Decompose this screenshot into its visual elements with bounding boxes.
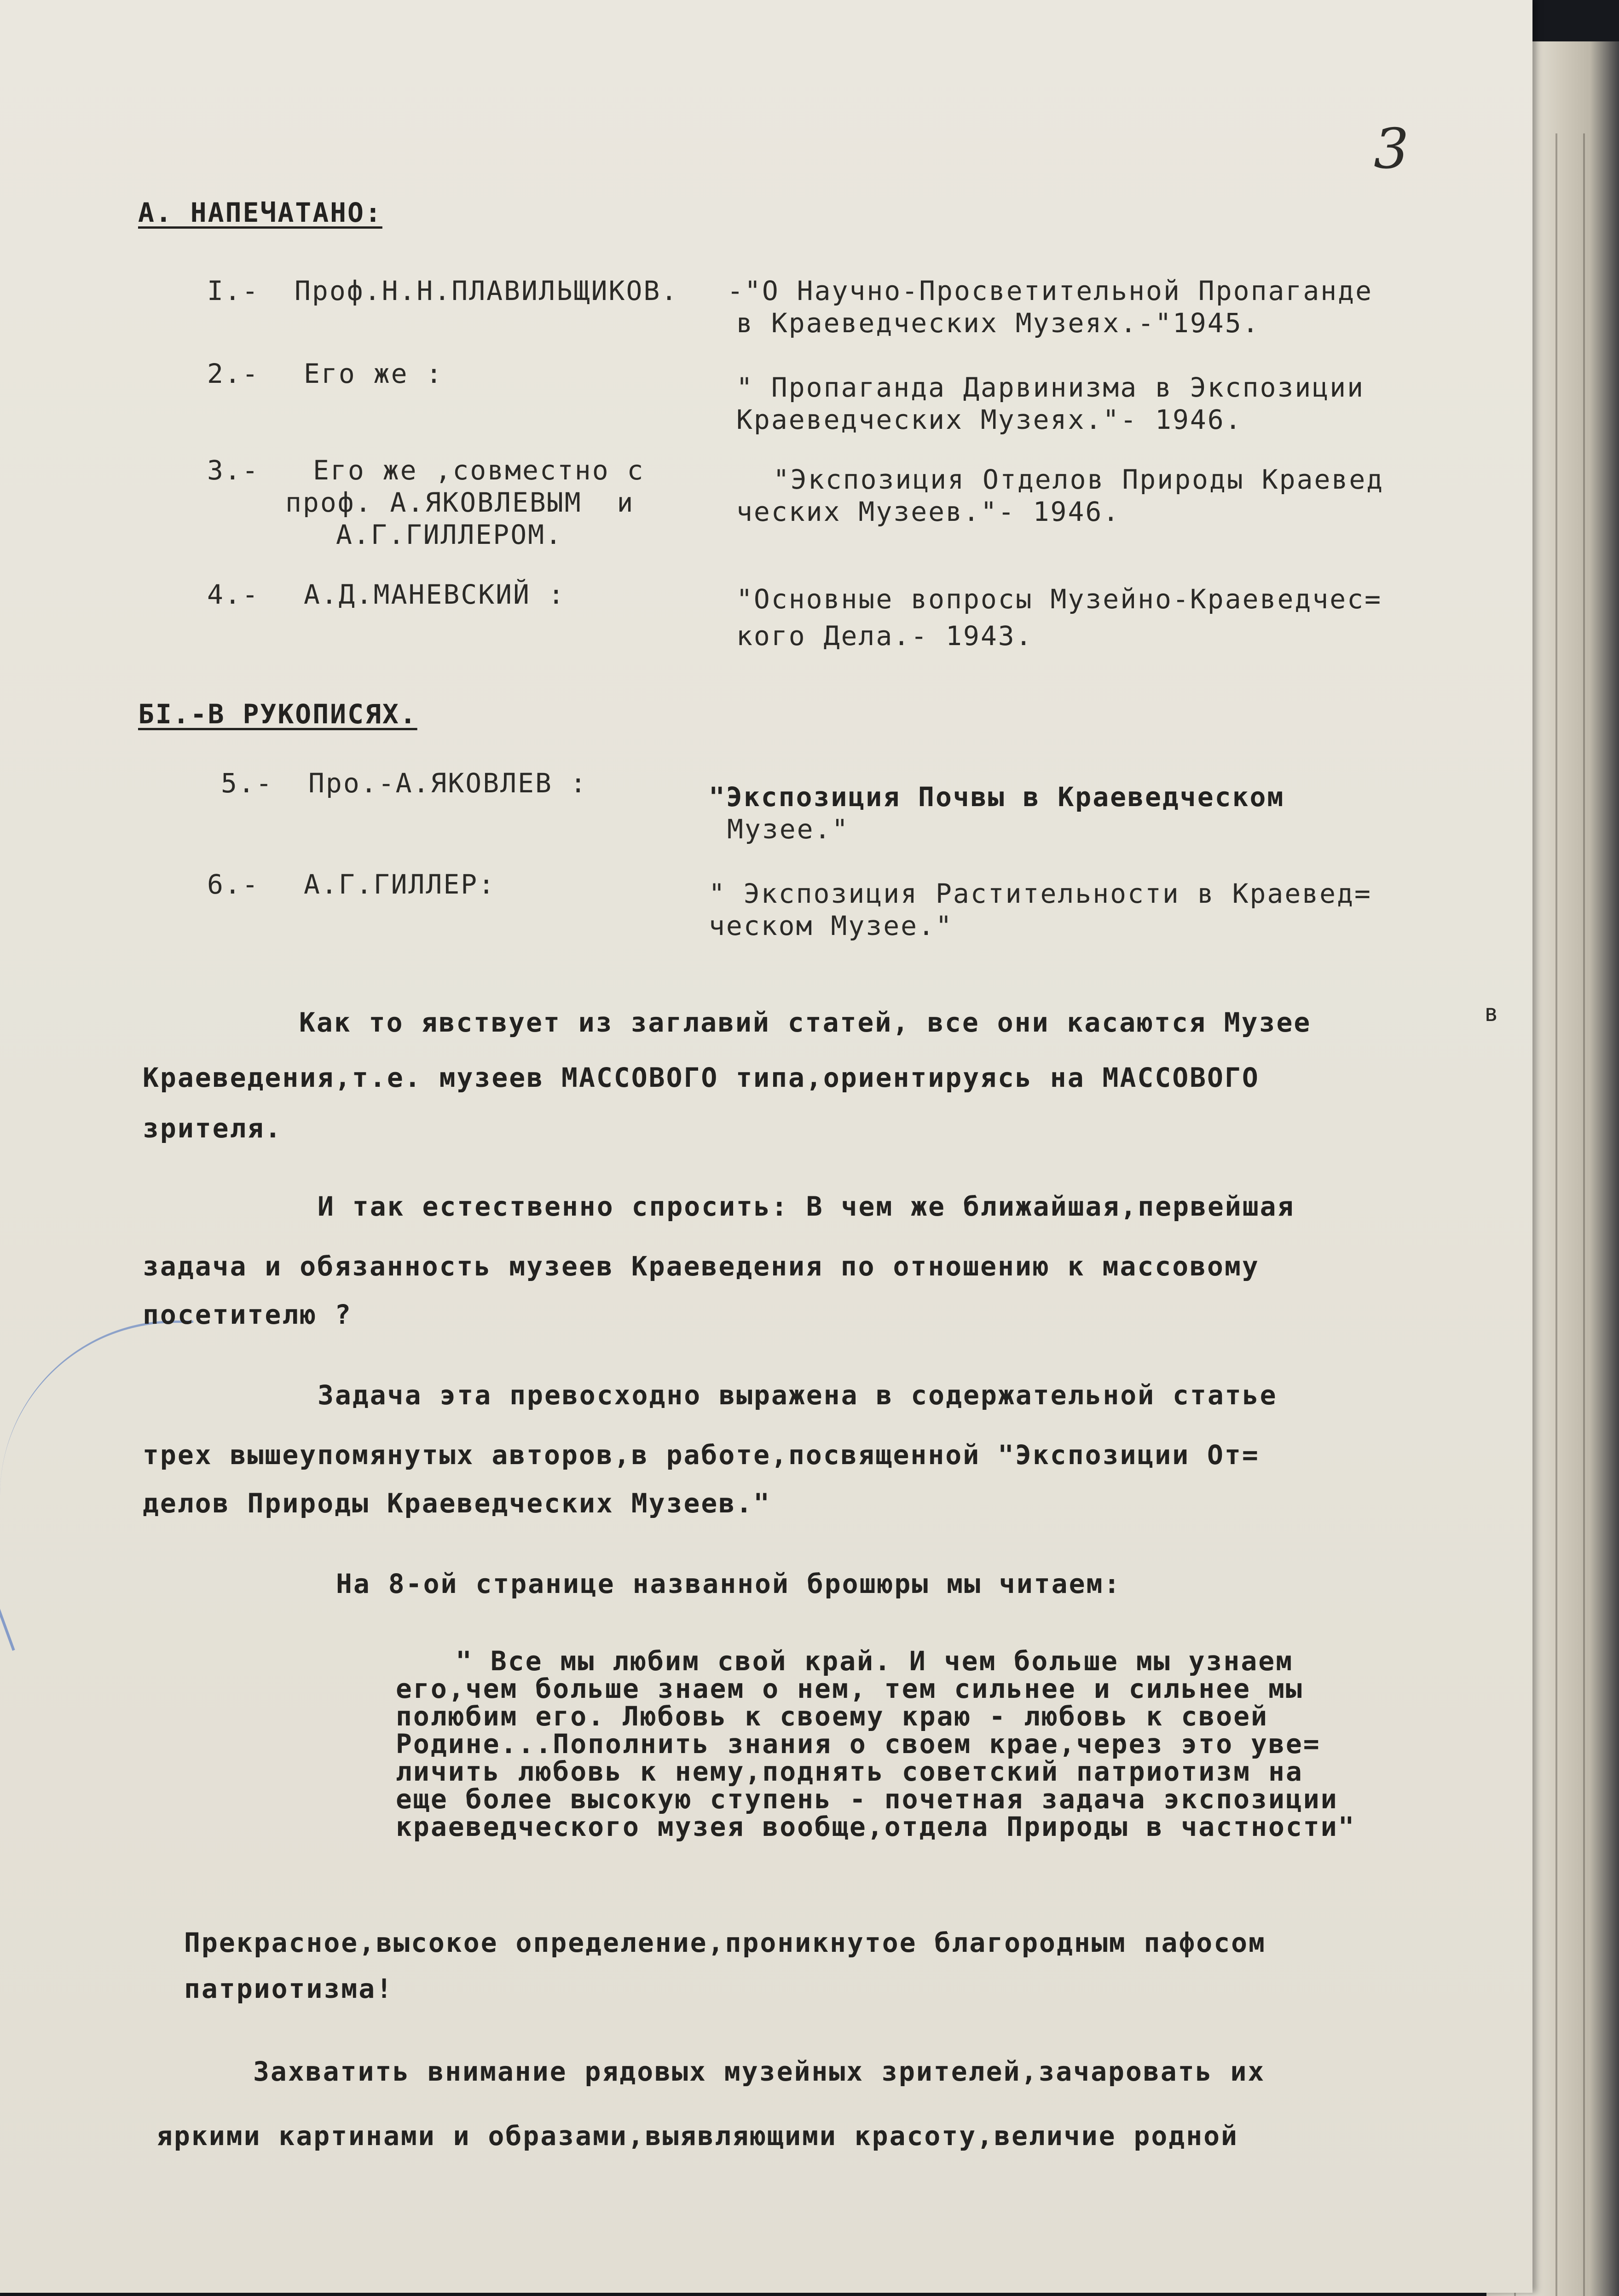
entry-3-title-l1: "Экспозиция Отделов Природы Краевед xyxy=(773,464,1384,495)
quote-line-4: Родине...Пополнить знания о своем крае,через это уве= xyxy=(396,1728,1321,1759)
entry-1-title-l2: в Краеведческих Музеях.-"1945. xyxy=(736,307,1260,339)
quote-line-5: личить любовь к нему,поднять советский патриотизм на xyxy=(396,1756,1303,1787)
entry-5-num: 5.- xyxy=(221,767,273,799)
entry-1-author: Проф.Н.Н.ПЛАВИЛЬЩИКОВ. xyxy=(295,275,679,306)
p3-line-2: трех вышеупомянутых авторов,в работе,посвященной "Экспозиции От= xyxy=(143,1439,1260,1471)
entry-4-title-l2: кого Дела.- 1943. xyxy=(736,620,1033,652)
entry-4-author: А.Д.МАНЕВСКИЙ : xyxy=(304,579,566,610)
entry-5-title-l2: Музее." xyxy=(727,813,850,845)
p3-line-3: делов Природы Краеведческих Музеев." xyxy=(143,1488,771,1519)
p6-line-2: яркими картинами и образами,выявляющими красоту,величие родной xyxy=(156,2120,1238,2152)
entry-4-num: 4.- xyxy=(207,579,260,610)
section-a-heading: А. НАПЕЧАТАНО: xyxy=(138,197,382,228)
p3-line-1: Задача эта превосходно выражена в содержательной статье xyxy=(318,1379,1278,1411)
p5-line-2: патриотизма! xyxy=(184,1973,394,2004)
p2-line-2: задача и обязанность музеев Краеведения по отношению к массовому xyxy=(143,1251,1260,1282)
p4-line-1: На 8-ой странице названной брошюры мы читаем: xyxy=(336,1568,1122,1599)
entry-1-num: I.- xyxy=(207,275,260,306)
entry-2-author: Его же : xyxy=(304,358,444,389)
entry-6-title-l1: " Экспозиция Растительности в Краевед= xyxy=(709,878,1372,909)
p1-line-2: Краеведения,т.е. музеев МАССОВОГО типа,ориентируясь на МАССОВОГО xyxy=(143,1062,1260,1093)
entry-2-num: 2.- xyxy=(207,358,260,389)
quote-line-7: краеведческого музея вообще,отдела Природы в частности" xyxy=(396,1811,1356,1842)
entry-3-author-l3: А.Г.ГИЛЛЕРОМ. xyxy=(336,519,563,550)
entry-6-author: А.Г.ГИЛЛЕР: xyxy=(304,869,496,900)
entry-1-title-l1: -"О Научно-Просветительной Пропаганде xyxy=(727,275,1373,306)
entry-3-author-l1: Его же ,совместно с xyxy=(313,455,645,486)
quote-line-2: его,чем больше знаем о нем, тем сильнее и сильнее мы xyxy=(396,1673,1303,1704)
quote-line-3: полюбим его. Любовь к своему краю - любовь к своей xyxy=(396,1701,1268,1732)
p2-line-3: посетителю ? xyxy=(143,1299,353,1330)
p2-line-1: И так естественно спросить: В чем же ближайшая,первейшая xyxy=(318,1191,1295,1222)
section-b-heading: БI.-В РУКОПИСЯХ. xyxy=(138,698,417,730)
quote-line-6: еще более высокую ступень - почетная задача экспозиции xyxy=(396,1783,1338,1815)
entry-2-title-l1: " Пропаганда Дарвинизма в Экспозиции xyxy=(736,372,1365,403)
entry-5-author: Про.-А.ЯКОВЛЕВ : xyxy=(308,767,588,799)
p1-line-3: зрителя. xyxy=(143,1113,283,1144)
entry-6-num: 6.- xyxy=(207,869,260,900)
p6-line-1: Захватить внимание рядовых музейных зрителей,зачаровать их xyxy=(253,2056,1266,2087)
p1-margin-note: в xyxy=(1484,999,1500,1027)
entry-3-title-l2: ческих Музеев."- 1946. xyxy=(736,496,1121,527)
page-number: 3 xyxy=(1374,117,1409,181)
entry-3-num: 3.- xyxy=(207,455,260,486)
p1-line-1: Как то явствует из заглавий статей, все они касаются Музее xyxy=(299,1007,1312,1038)
entry-4-title-l1: "Основные вопросы Музейно-Краеведчес= xyxy=(736,583,1382,615)
quote-line-1: " Все мы любим свой край. И чем больше мы узнаем xyxy=(456,1645,1294,1677)
entry-2-title-l2: Краеведческих Музеях."- 1946. xyxy=(736,404,1243,435)
entry-3-author-l2: проф. А.ЯКОВЛЕВЫМ и xyxy=(285,487,635,518)
entry-6-title-l2: ческом Музее." xyxy=(709,910,953,941)
p5-line-1: Прекрасное,высокое определение,проникнутое благородным пафосом xyxy=(184,1927,1266,1958)
entry-5-title-l1: "Экспозиция Почвы в Краеведческом xyxy=(709,781,1285,813)
